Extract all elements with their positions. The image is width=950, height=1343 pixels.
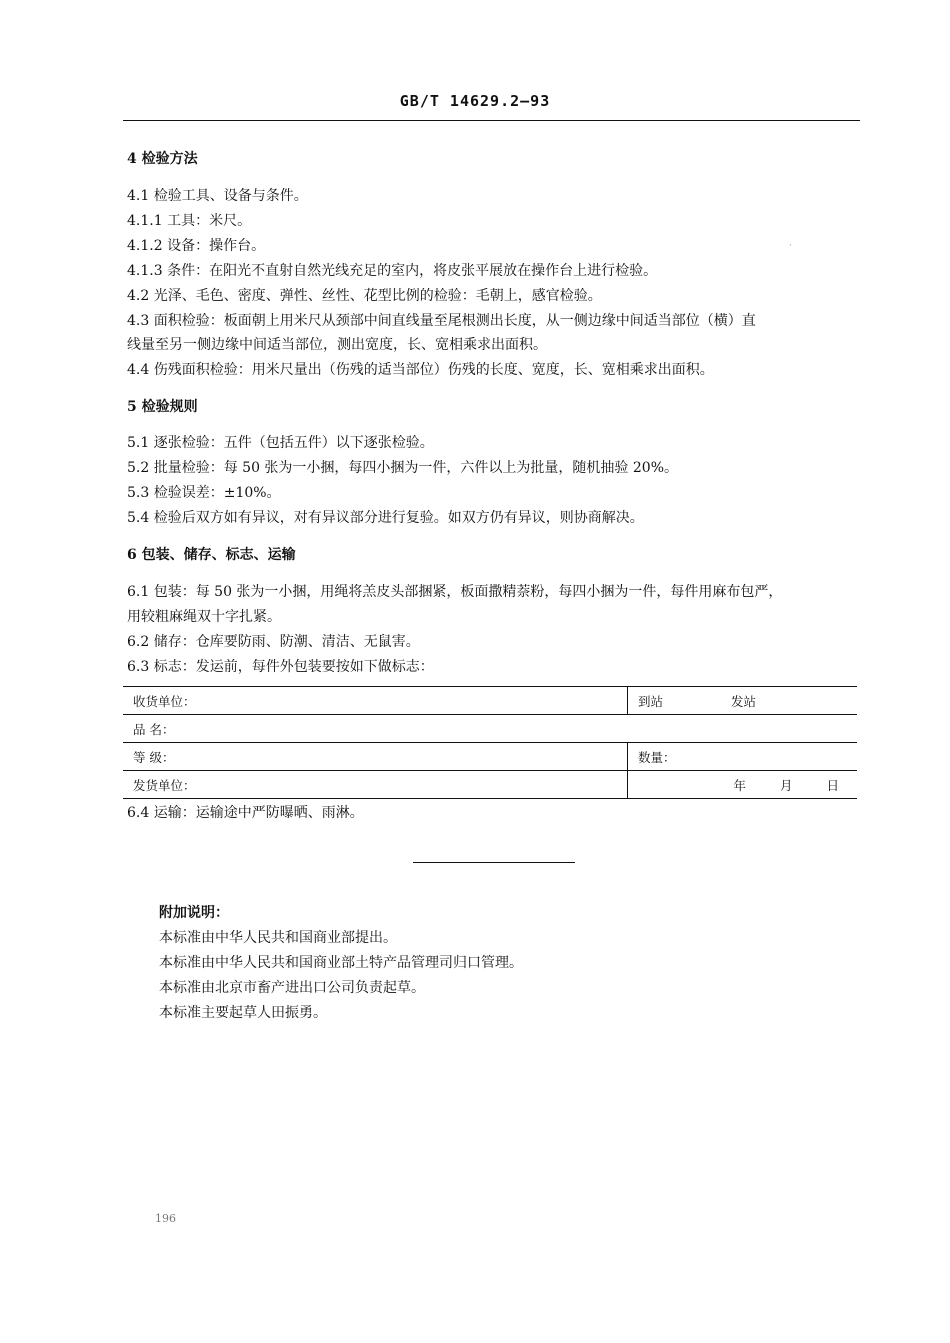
arrive-station-label: 到站 <box>638 693 664 709</box>
section-4-title: 4 检验方法 <box>127 151 198 167</box>
product-name-label: 品 名： <box>133 721 175 737</box>
clause-4-1-3: 4.1.3 条件：在阳光不直射自然光线充足的室内，将皮张平展放在操作台上进行检验。 <box>127 263 658 279</box>
clause-4-4: 4.4 伤残面积检验：用米尺量出（伤残的适当部位）伤残的长度、宽度，长、宽相乘求出面积。 <box>127 362 714 378</box>
clause-6-1-line1: 6.1 包装：每 50 张为一小捆，用绳将羔皮头部捆紧，板面撒精萘粉，每四小捆为一件，每件用麻布包严， <box>127 584 783 600</box>
appendix-title: 附加说明： <box>159 905 229 921</box>
appendix-line-2: 本标准由中华人民共和国商业部土特产品管理司归口管理。 <box>159 955 523 971</box>
sender-label: 发货单位： <box>133 777 196 793</box>
section-6-title: 6 包装、储存、标志、运输 <box>127 547 296 563</box>
clause-5-4: 5.4 检验后双方如有异议，对有异议部分进行复验。如双方仍有异议，则协商解决。 <box>127 510 644 526</box>
date-cell <box>628 771 858 799</box>
clause-6-4: 6.4 运输：运输途中严防曝晒、雨淋。 <box>127 805 364 821</box>
header-rule <box>123 120 860 121</box>
table-row <box>123 687 857 715</box>
grade-label: 等 级： <box>133 749 175 765</box>
day-label: 日 <box>826 777 839 793</box>
clause-5-1: 5.1 逐张检验：五件（包括五件）以下逐张检验。 <box>127 435 434 451</box>
clause-6-3: 6.3 标志：发运前，每件外包装要按如下做标志： <box>127 659 434 675</box>
table-row <box>123 715 857 743</box>
clause-6-2: 6.2 储存：仓库要防雨、防潮、清洁、无鼠害。 <box>127 634 420 650</box>
month-label: 月 <box>780 777 793 793</box>
year-label: 年 <box>733 777 747 793</box>
clause-4-3-line1: 4.3 面积检验：板面朝上用米尺从颈部中间直线量至尾根测出长度，从一侧边缘中间适当部位（横）直 <box>127 313 756 329</box>
clause-5-2: 5.2 批量检验：每 50 张为一小捆，每四小捆为一件，六件以上为批量，随机抽验 20%。 <box>127 460 678 476</box>
section-5-title: 5 检验规则 <box>127 399 198 415</box>
shipping-mark-table <box>123 686 857 799</box>
document-code-header: GB/T 14629.2—93 <box>399 92 551 110</box>
clause-4-1: 4.1 检验工具、设备与条件。 <box>127 188 308 204</box>
appendix-line-1: 本标准由中华人民共和国商业部提出。 <box>159 930 397 946</box>
clause-4-1-1: 4.1.1 工具：米尺。 <box>127 213 252 229</box>
appendix-line-3: 本标准由北京市畜产进出口公司负责起草。 <box>159 980 425 996</box>
clause-6-1-line2: 用较粗麻绳双十字扎紧。 <box>127 609 281 625</box>
station-cell <box>628 687 858 715</box>
clause-4-3-line2: 线量至另一侧边缘中间适当部位，测出宽度，长、宽相乘求出面积。 <box>127 337 547 353</box>
clause-4-1-2: 4.1.2 设备：操作台。 <box>127 238 266 254</box>
end-rule <box>413 862 575 863</box>
clause-4-2: 4.2 光泽、毛色、密度、弹性、丝性、花型比例的检验：毛朝上，感官检验。 <box>127 288 602 304</box>
page-number: 196 <box>155 1212 176 1225</box>
clause-5-3: 5.3 检验误差：±10%。 <box>127 485 281 501</box>
table-row <box>123 743 857 771</box>
depart-station-label: 发站 <box>730 693 756 709</box>
table-row <box>123 771 857 799</box>
appendix-line-4: 本标准主要起草人田振勇。 <box>159 1005 327 1021</box>
receiver-label: 收货单位： <box>133 693 196 709</box>
scan-speck: · <box>789 241 792 251</box>
quantity-label: 数量： <box>628 743 858 771</box>
